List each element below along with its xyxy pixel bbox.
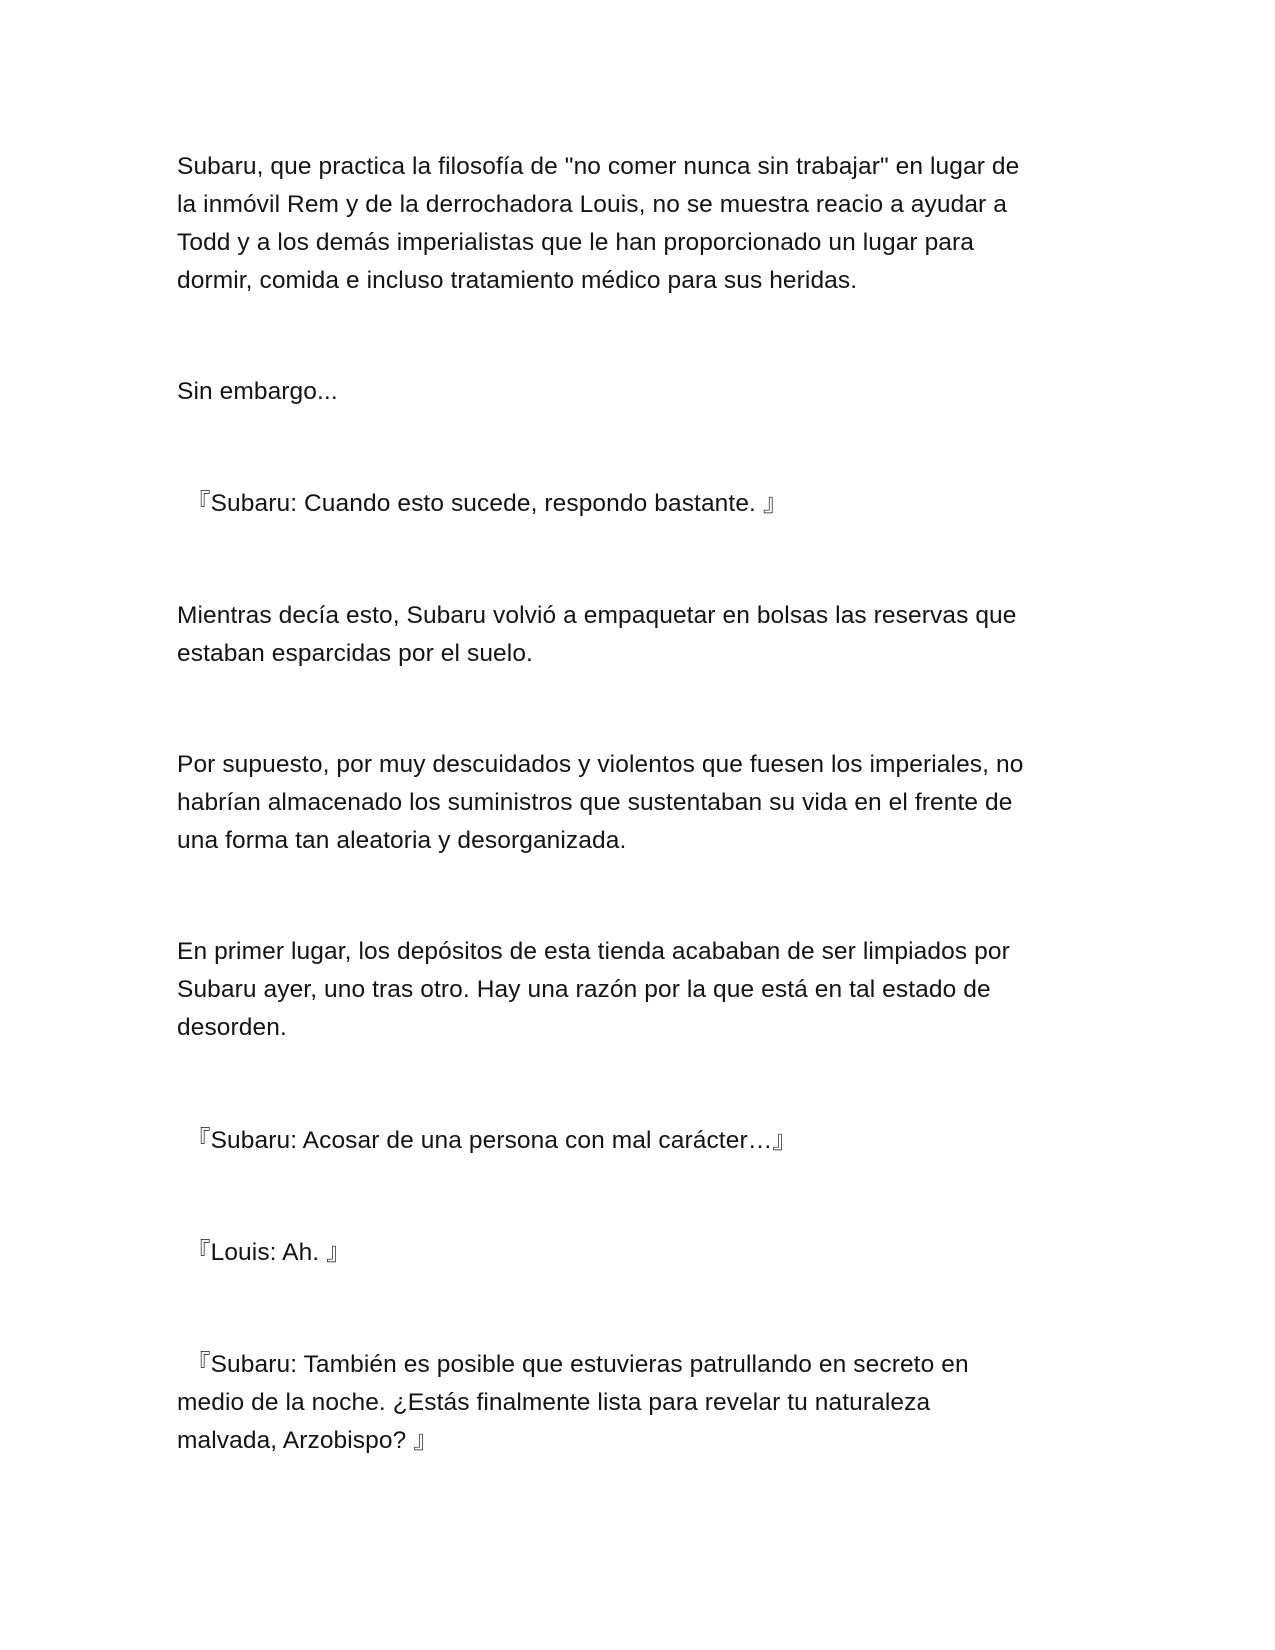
dialogue-line bbox=[177, 1346, 1106, 1460]
text-line: estaban esparcidas por el suelo. bbox=[177, 640, 533, 667]
text-line: Mientras decía esto, Subaru volvió a empaquetar en bolsas las reservas que bbox=[177, 602, 1017, 629]
text-line: una forma tan aleatoria y desorganizada. bbox=[177, 827, 627, 854]
text-line: la inmóvil Rem y de la derrochadora Louis, no se muestra reacio a ayudar a bbox=[177, 191, 1007, 218]
narration-paragraph bbox=[177, 933, 1097, 1047]
text-line: 『Subaru: Cuando esto sucede, respondo bastante. 』 bbox=[186, 490, 788, 517]
text-line: desorden. bbox=[177, 1014, 287, 1041]
text-line: Subaru ayer, uno tras otro. Hay una razón por la que está en tal estado de bbox=[177, 976, 991, 1003]
narration-paragraph bbox=[177, 746, 1097, 860]
dialogue-line bbox=[186, 1122, 1106, 1160]
text-line: Por supuesto, por muy descuidados y violentos que fuesen los imperiales, no bbox=[177, 751, 1024, 778]
narration-paragraph bbox=[177, 148, 1097, 300]
text-line: malvada, Arzobispo? 』 bbox=[177, 1427, 438, 1454]
text-line: dormir, comida e incluso tratamiento médico para sus heridas. bbox=[177, 267, 858, 294]
text-line: medio de la noche. ¿Estás finalmente lista para revelar tu naturaleza bbox=[177, 1389, 931, 1416]
narration-paragraph bbox=[177, 373, 1097, 411]
text-line: Sin embargo... bbox=[177, 378, 338, 405]
text-line: habrían almacenado los suministros que sustentaban su vida en el frente de bbox=[177, 789, 1013, 816]
text-line: 『Subaru: También es posible que estuvieras patrullando en secreto en bbox=[186, 1351, 969, 1378]
text-line: En primer lugar, los depósitos de esta tienda acababan de ser limpiados por bbox=[177, 938, 1010, 965]
dialogue-line bbox=[186, 1234, 1106, 1272]
text-line: Todd y a los demás imperialistas que le han proporcionado un lugar para bbox=[177, 229, 975, 256]
text-line: 『Louis: Ah. 』 bbox=[186, 1239, 351, 1266]
text-line: 『Subaru: Acosar de una persona con mal carácter…』 bbox=[186, 1127, 797, 1154]
dialogue-line bbox=[186, 485, 1106, 523]
narration-paragraph bbox=[177, 597, 1097, 673]
text-line: Subaru, que practica la filosofía de "no comer nunca sin trabajar" en lugar de bbox=[177, 153, 1020, 180]
